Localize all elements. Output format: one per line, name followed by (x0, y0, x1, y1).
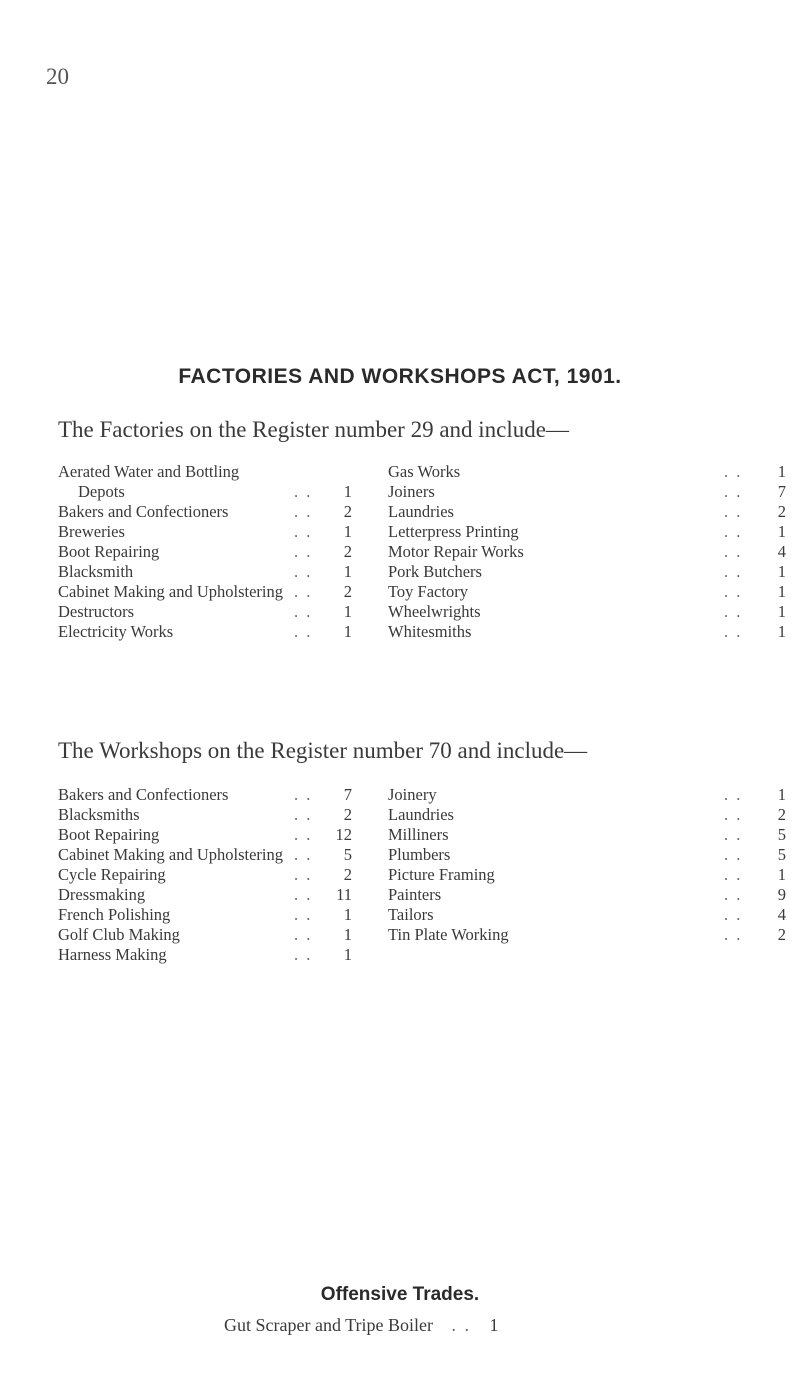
entry-count: 1 (777, 562, 786, 581)
leader-dots: . . (724, 462, 743, 481)
entry-name: Motor Repair Works (388, 542, 524, 561)
leader-dots: . . (294, 582, 313, 601)
leader-dots: . . (294, 622, 313, 641)
list-item (388, 885, 798, 905)
factories-intro: The Factories on the Register number 29 and include— (58, 417, 569, 442)
leader-dots: . . (724, 805, 743, 824)
entry-name: Milliners (388, 825, 449, 844)
entry-count: 4 (777, 905, 786, 924)
entry-count: 1 (777, 785, 786, 804)
entry-count: 2 (343, 582, 352, 601)
leader-dots: . . (724, 925, 743, 944)
list-item (58, 945, 354, 965)
list-item (58, 865, 354, 885)
entry-count: 1 (343, 622, 352, 641)
entry-count: 2 (343, 502, 352, 521)
list-item (58, 462, 354, 482)
leader-dots: . . (724, 602, 743, 621)
entry-name: Tin Plate Working (388, 925, 509, 944)
leader-dots: . . (294, 785, 313, 804)
entry-count: 1 (343, 602, 352, 621)
workshops-left-list (58, 785, 354, 965)
entry-name: Tailors (388, 905, 434, 924)
entry-count: 5 (343, 845, 352, 864)
page-number: 20 (46, 64, 69, 89)
entry-name: Toy Factory (388, 582, 468, 601)
entry-name: Aerated Water and Bottling (58, 462, 240, 481)
entry-count: 12 (335, 825, 352, 844)
leader-dots: . . (724, 622, 743, 641)
entry-count: 1 (777, 462, 786, 481)
entry-name: Boot Repairing (58, 542, 160, 561)
leader-dots: . . (294, 845, 313, 864)
workshops-right-list (388, 785, 798, 945)
list-item (388, 542, 798, 562)
list-item (58, 845, 354, 865)
list-item (58, 522, 354, 542)
leader-dots: . . (724, 825, 743, 844)
list-item (388, 482, 798, 502)
entry-count: 1 (777, 622, 786, 641)
list-item (58, 925, 354, 945)
entry-count: 1 (343, 945, 352, 964)
leader-dots: . . (724, 785, 743, 804)
list-item (388, 602, 798, 622)
list-item (58, 582, 354, 602)
leader-dots: . . (294, 865, 313, 884)
list-item (58, 622, 354, 642)
leader-dots: . . (724, 542, 743, 561)
entry-name: Gas Works (388, 462, 461, 481)
entry-name: Joiners (388, 482, 435, 501)
entry-name: Cabinet Making and Upholstering (58, 845, 284, 864)
entry-count: 2 (777, 805, 786, 824)
list-item (58, 542, 354, 562)
offensive-trade-item (224, 1315, 498, 1336)
entry-count: 1 (343, 905, 352, 924)
entry-count: 2 (343, 542, 352, 561)
leader-dots: . . (294, 602, 313, 621)
entry-count: 1 (777, 582, 786, 601)
entry-name: Laundries (388, 805, 454, 824)
factories-right-list (388, 462, 798, 642)
entry-name: Pork Butchers (388, 562, 482, 581)
list-item (388, 805, 798, 825)
leader-dots: . . (724, 582, 743, 601)
list-item (388, 925, 798, 945)
entry-name: Blacksmith (58, 562, 134, 581)
list-item (388, 582, 798, 602)
page-title: FACTORIES AND WORKSHOPS ACT, 1901. (178, 365, 622, 388)
entry-name: Destructors (58, 602, 135, 621)
entry-count: 7 (343, 785, 352, 804)
entry-count: 1 (777, 522, 786, 541)
entry-count: 4 (777, 542, 786, 561)
entry-name: Wheelwrights (388, 602, 481, 621)
entry-name: Painters (388, 885, 442, 904)
entry-name: Letterpress Printing (388, 522, 519, 541)
entry-count: 2 (777, 502, 786, 521)
entry-name: Electricity Works (58, 622, 174, 641)
entry-name: Blacksmiths (58, 805, 140, 824)
list-item (388, 825, 798, 845)
entry-count: 7 (777, 482, 786, 501)
entry-name: Golf Club Making (58, 925, 180, 944)
entry-name: Harness Making (58, 945, 167, 964)
leader-dots: . . (294, 482, 313, 501)
leader-dots: . . (724, 562, 743, 581)
entry-name: Laundries (388, 502, 454, 521)
entry-count: 5 (777, 845, 786, 864)
leader-dots: . . (294, 805, 313, 824)
entry-count: 2 (343, 865, 352, 884)
list-item (388, 562, 798, 582)
entry-name: French Polishing (58, 905, 171, 924)
entry-count: 1 (343, 522, 352, 541)
entry-name: Breweries (58, 522, 125, 541)
list-item (58, 602, 354, 622)
leader-dots: . . (724, 522, 743, 541)
leader-dots: . . (294, 542, 313, 561)
leader-dots: . . (724, 865, 743, 884)
leader-dots: . . (724, 885, 743, 904)
leader-dots: . . (724, 845, 743, 864)
list-item (388, 502, 798, 522)
leader-dots: . . (294, 825, 313, 844)
leader-dots: . . (294, 945, 313, 964)
entry-count: 1 (343, 562, 352, 581)
workshops-intro: The Workshops on the Register number 70 and include— (58, 738, 588, 763)
list-item (388, 905, 798, 925)
list-item (58, 905, 354, 925)
leader-dots: . . (451, 1315, 471, 1335)
list-item-continuation (58, 482, 354, 502)
list-item (58, 502, 354, 522)
leader-dots: . . (294, 522, 313, 541)
offensive-trade-name: Gut Scraper and Tripe Boiler (224, 1315, 433, 1335)
entry-name: Boot Repairing (58, 825, 160, 844)
leader-dots: . . (294, 562, 313, 581)
entry-count: 2 (777, 925, 786, 944)
entry-name: Plumbers (388, 845, 451, 864)
entry-count: 1 (777, 602, 786, 621)
entry-name: Whitesmiths (388, 622, 472, 641)
entry-name: Depots (78, 482, 125, 501)
entry-name: Bakers and Confectioners (58, 502, 229, 521)
leader-dots: . . (724, 905, 743, 924)
list-item (388, 845, 798, 865)
leader-dots: . . (294, 885, 313, 904)
entry-count: 2 (343, 805, 352, 824)
list-item (58, 785, 354, 805)
list-item (388, 622, 798, 642)
leader-dots: . . (294, 502, 313, 521)
entry-name: Cycle Repairing (58, 865, 166, 884)
offensive-trade-count: 1 (489, 1315, 499, 1335)
list-item (388, 462, 798, 482)
entry-name: Dressmaking (58, 885, 146, 904)
list-item (58, 805, 354, 825)
entry-name: Bakers and Confectioners (58, 785, 229, 804)
entry-name: Picture Framing (388, 865, 495, 884)
leader-dots: . . (724, 502, 743, 521)
list-item (58, 885, 354, 905)
offensive-trades-title: Offensive Trades. (320, 1284, 480, 1305)
entry-name: Joinery (388, 785, 437, 804)
factories-left-list (58, 462, 354, 642)
entry-count: 1 (343, 482, 352, 501)
list-item (388, 785, 798, 805)
entry-count: 1 (343, 925, 352, 944)
entry-count: 11 (336, 885, 352, 904)
leader-dots: . . (294, 905, 313, 924)
leader-dots: . . (294, 925, 313, 944)
list-item (388, 522, 798, 542)
entry-name: Cabinet Making and Upholstering (58, 582, 284, 601)
leader-dots: . . (724, 482, 743, 501)
entry-count: 9 (777, 885, 786, 904)
entry-count: 5 (777, 825, 786, 844)
list-item (58, 825, 354, 845)
list-item (58, 562, 354, 582)
list-item (388, 865, 798, 885)
entry-count: 1 (777, 865, 786, 884)
